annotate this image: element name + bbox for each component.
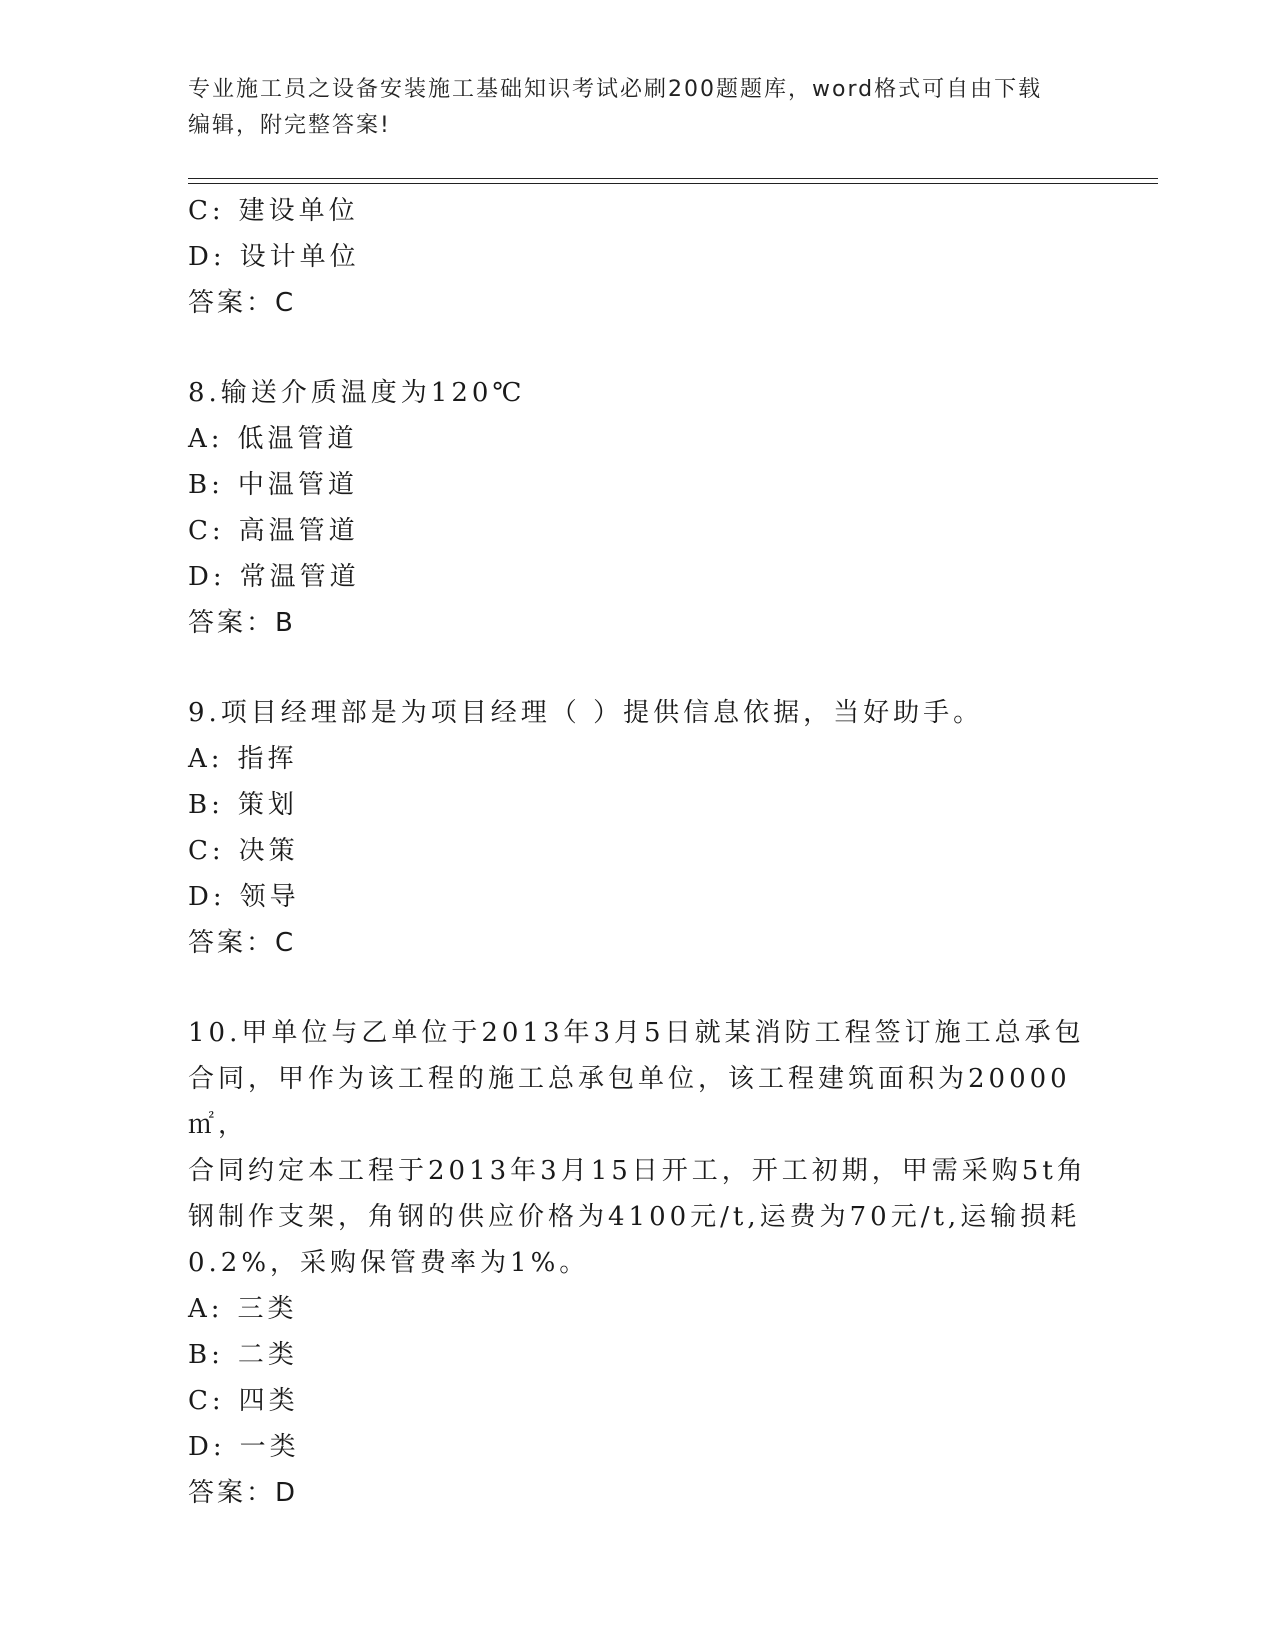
- option-text: 决策: [238, 836, 299, 866]
- option-a: [188, 416, 1088, 462]
- question-stem-line: 合同，甲作为该工程的施工总承包单位，该工程建筑面积为20000㎡，: [188, 1064, 1071, 1140]
- option-key: C:: [188, 836, 225, 866]
- option-key: D:: [188, 1432, 226, 1462]
- option-text: 指挥: [237, 744, 298, 774]
- option-b: [188, 782, 1088, 828]
- option-text: 设计单位: [239, 242, 360, 272]
- option-key: D:: [188, 882, 226, 912]
- option-text: 中温管道: [237, 470, 358, 500]
- question-content: [188, 188, 1088, 1516]
- option-c: [188, 508, 1088, 554]
- option-text: 高温管道: [238, 516, 359, 546]
- option-a: [188, 736, 1088, 782]
- option-text: 建设单位: [238, 196, 359, 226]
- question-stem-line: 钢制作支架，角钢的供应价格为4100元/t,运费为70元/t,运输损耗: [188, 1202, 1081, 1232]
- option-text: 策划: [237, 790, 298, 820]
- option-key: B:: [188, 1340, 224, 1370]
- option-text: 二类: [237, 1340, 298, 1370]
- option-text: 一类: [239, 1432, 300, 1462]
- prev-question: [188, 188, 1088, 326]
- answer-line: 答案：D: [188, 1478, 299, 1508]
- header-rule-top: [188, 178, 1158, 179]
- question-8: [188, 370, 1088, 646]
- option-d: [188, 1424, 1088, 1470]
- option-b: [188, 1332, 1088, 1378]
- question-10: [188, 1010, 1088, 1516]
- question-stem-line: 10.甲单位与乙单位于2013年3月5日就某消防工程签订施工总承包: [188, 1018, 1085, 1048]
- option-c: [188, 1378, 1088, 1424]
- question-stem: 8.输送介质温度为120℃: [188, 378, 526, 408]
- question-stem: [188, 1010, 1088, 1286]
- header-title-line-2: 编辑，附完整答案!: [188, 113, 391, 138]
- answer-line: 答案：B: [188, 608, 296, 638]
- answer-line: 答案：C: [188, 928, 297, 958]
- option-key: C:: [188, 196, 225, 226]
- option-key: A:: [188, 744, 224, 774]
- option-key: A:: [188, 424, 224, 454]
- option-key: C:: [188, 1386, 225, 1416]
- option-d: [188, 554, 1088, 600]
- question-stem-line: 合同约定本工程于2013年3月15日开工，开工初期，甲需采购5t角: [188, 1156, 1087, 1186]
- option-key: D:: [188, 562, 226, 592]
- option-key: D:: [188, 242, 226, 272]
- option-c: [188, 188, 1088, 234]
- option-text: 低温管道: [237, 424, 358, 454]
- header-title-line-1: 专业施工员之设备安装施工基础知识考试必刷200题题库，word格式可自由下载: [188, 77, 1043, 102]
- option-text: 领导: [239, 882, 300, 912]
- option-d: [188, 234, 1088, 280]
- document-header: [188, 72, 1088, 144]
- option-b: [188, 462, 1088, 508]
- option-text: 常温管道: [239, 562, 360, 592]
- header-rule-bottom: [188, 183, 1158, 184]
- answer-line: 答案：C: [188, 288, 297, 318]
- option-key: B:: [188, 790, 224, 820]
- option-key: C:: [188, 516, 225, 546]
- option-text: 三类: [237, 1294, 298, 1324]
- option-text: 四类: [238, 1386, 299, 1416]
- option-d: [188, 874, 1088, 920]
- option-c: [188, 828, 1088, 874]
- question-9: [188, 690, 1088, 966]
- option-a: [188, 1286, 1088, 1332]
- question-stem-line: 0.2%，采购保管费率为1%。: [188, 1248, 590, 1278]
- option-key: A:: [188, 1294, 224, 1324]
- question-stem: 9.项目经理部是为项目经理（ ）提供信息依据，当好助手。: [188, 698, 984, 728]
- option-key: B:: [188, 470, 224, 500]
